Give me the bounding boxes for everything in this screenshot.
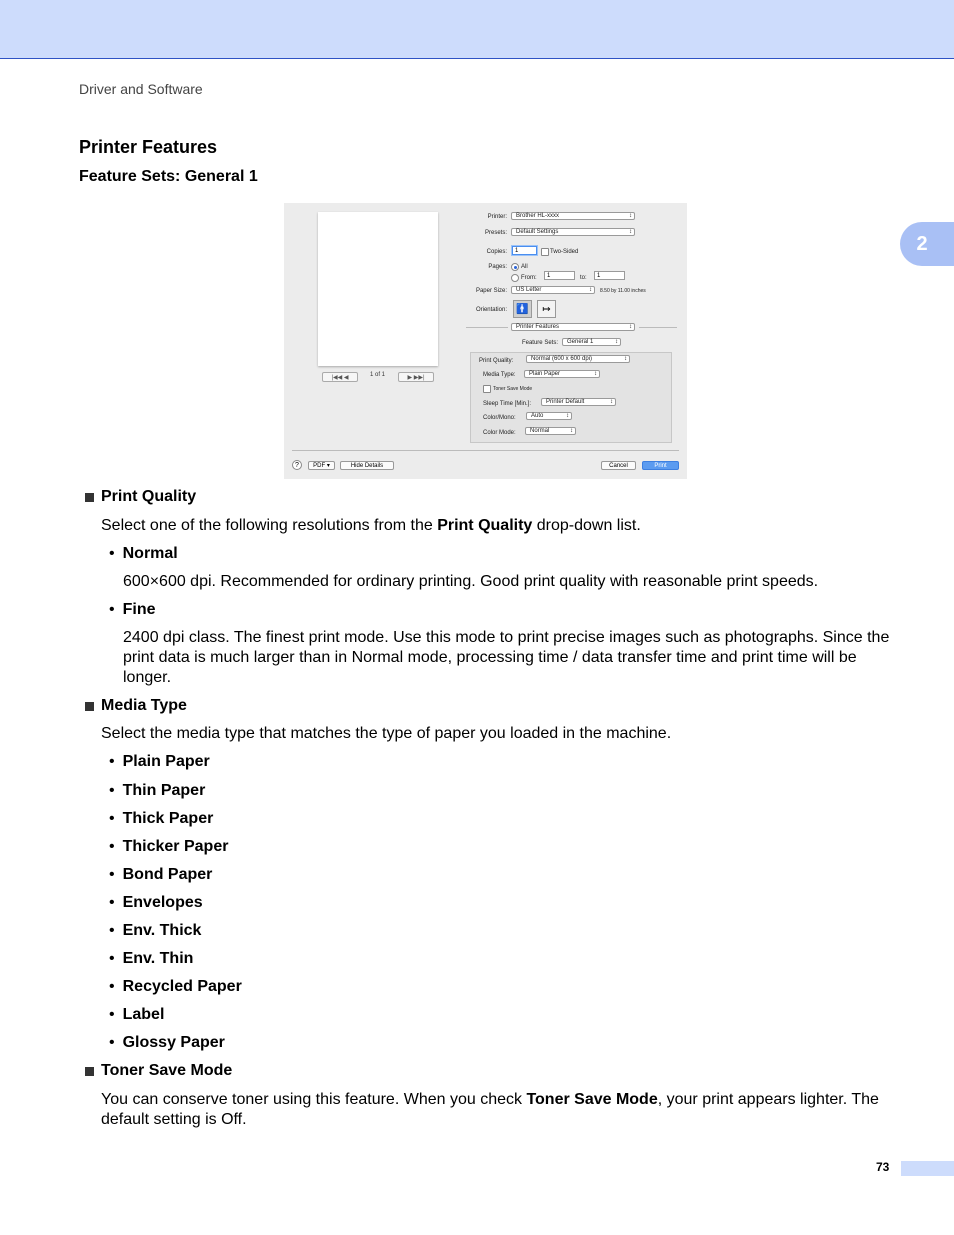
fine-title: Fine xyxy=(122,601,156,618)
media-type-heading-text: Media Type xyxy=(101,697,187,714)
toner-save-heading-text: Toner Save Mode xyxy=(101,1062,233,1079)
media-item-label: Env. Thick xyxy=(122,922,202,939)
media-item xyxy=(109,838,228,856)
toner-text-pre: You can conserve toner using this feature. When you check xyxy=(101,1091,527,1108)
header-band xyxy=(0,0,954,59)
pq-intro-bold: Print Quality xyxy=(437,517,533,534)
print-quality-label: Print Quality: xyxy=(479,358,514,364)
media-item xyxy=(109,1006,164,1024)
sleep-time-select[interactable]: Printer Default ↕ xyxy=(541,398,616,406)
media-item xyxy=(109,782,205,800)
pages-label: Pages: xyxy=(488,264,507,270)
pages-all-radio[interactable] xyxy=(511,263,519,271)
print-button[interactable]: Print xyxy=(642,461,679,470)
pdf-button[interactable]: PDF ▾ xyxy=(308,461,335,470)
two-sided-label: Two-Sided xyxy=(550,249,579,255)
subsection-heading: Feature Sets: General 1 xyxy=(79,168,258,185)
media-item xyxy=(109,922,201,940)
media-item xyxy=(109,810,213,828)
bullet-dot-icon: • xyxy=(109,838,115,855)
media-item-label: Thick Paper xyxy=(122,810,214,827)
bullet-dot-icon: • xyxy=(109,1034,115,1051)
print-dialog xyxy=(284,203,687,479)
media-type-label: Media Type: xyxy=(483,372,516,378)
color-mode-label: Color Mode: xyxy=(483,430,516,436)
media-item-label: Env. Thin xyxy=(122,950,194,967)
media-item-label: Bond Paper xyxy=(122,866,213,883)
toner-text-bold: Toner Save Mode xyxy=(526,1091,658,1108)
fine-description: 2400 dpi class. The finest print mode. Use this mode to print precise images such as photographs. Since the print data is much larger than in Normal mode, processing time / data transfer time and print time will be longer. xyxy=(123,629,890,686)
presets-select[interactable]: Default Settings ↕ xyxy=(511,228,635,236)
footer-separator xyxy=(292,450,679,451)
media-item xyxy=(109,1034,225,1052)
paper-size-select[interactable]: US Letter ↕ xyxy=(511,286,595,294)
presets-label: Presets: xyxy=(484,230,507,236)
cancel-button[interactable]: Cancel xyxy=(601,461,636,470)
media-item xyxy=(109,866,212,884)
toner-save-heading xyxy=(85,1062,232,1080)
separator-left xyxy=(466,327,508,328)
sleep-time-label: Sleep Time [Min.]: xyxy=(483,401,532,407)
media-item xyxy=(109,950,193,968)
bullet-dot-icon: • xyxy=(109,950,115,967)
chapter-tab: 2 xyxy=(900,222,954,266)
media-item-label: Thin Paper xyxy=(122,782,206,799)
toner-save-label: Toner Save Mode xyxy=(493,386,533,392)
pages-from-radio[interactable] xyxy=(511,274,519,282)
media-item-label: Thicker Paper xyxy=(122,838,229,855)
paper-dimensions: 8.50 by 11.00 inches xyxy=(600,288,646,294)
first-prev-page-buttons[interactable]: |◀◀ ◀ xyxy=(322,372,358,382)
copies-label: Copies: xyxy=(486,249,507,255)
bullet-dot-icon: • xyxy=(109,545,115,562)
page-count: 1 of 1 xyxy=(370,372,386,378)
media-type-heading xyxy=(85,697,187,715)
running-title: Driver and Software xyxy=(79,81,203,97)
page-preview xyxy=(318,212,438,366)
page-number-bar xyxy=(901,1161,954,1176)
bullet-fine xyxy=(109,601,156,619)
pages-to-label: to: xyxy=(580,275,587,281)
media-item-label: Label xyxy=(122,1006,165,1023)
media-item xyxy=(109,978,242,996)
media-item-label: Envelopes xyxy=(122,894,203,911)
media-item-label: Glossy Paper xyxy=(122,1034,225,1051)
bullet-normal xyxy=(109,545,178,563)
copies-field[interactable]: 1 xyxy=(512,246,537,255)
media-item-label: Plain Paper xyxy=(122,753,210,770)
panel-select[interactable]: Printer Features ↕ xyxy=(511,323,635,331)
printer-select[interactable]: Brother HL-xxxx ↕ xyxy=(511,212,635,220)
normal-title: Normal xyxy=(122,545,178,562)
print-quality-intro xyxy=(101,516,901,536)
orientation-label: Orientation: xyxy=(475,307,507,313)
square-bullet-icon xyxy=(85,493,94,502)
bullet-dot-icon: • xyxy=(109,601,115,618)
printer-label: Printer: xyxy=(487,214,507,220)
bullet-dot-icon: • xyxy=(109,753,115,770)
feature-sets-select[interactable]: General 1 ↕ xyxy=(562,338,621,346)
media-item-label: Recycled Paper xyxy=(122,978,242,995)
media-item xyxy=(109,894,203,912)
media-type-intro: Select the media type that matches the type of paper you loaded in the machine. xyxy=(101,725,672,742)
pages-to-field[interactable]: 1 xyxy=(594,271,625,280)
bullet-dot-icon: • xyxy=(109,866,115,883)
page-number: 73 xyxy=(876,1160,890,1174)
paper-size-label: Paper Size: xyxy=(475,288,507,294)
toner-save-checkbox[interactable] xyxy=(483,385,491,393)
bullet-dot-icon: • xyxy=(109,1006,115,1023)
pq-intro-post: drop-down list. xyxy=(532,517,641,534)
pq-intro-pre: Select one of the following resolutions from the xyxy=(101,517,438,534)
print-quality-select[interactable]: Normal (600 x 600 dpi) ↕ xyxy=(526,355,630,363)
normal-description: 600×600 dpi. Recommended for ordinary printing. Good print quality with reasonable print speeds. xyxy=(123,573,819,590)
media-type-select[interactable]: Plain Paper ↕ xyxy=(524,370,600,378)
next-last-page-buttons[interactable]: ▶ ▶▶| xyxy=(398,372,434,382)
color-mode-select[interactable]: Normal ↕ xyxy=(525,427,576,435)
hide-details-button[interactable]: Hide Details xyxy=(340,461,394,470)
media-item xyxy=(109,753,210,771)
bullet-dot-icon: • xyxy=(109,894,115,911)
print-quality-heading-text: Print Quality xyxy=(101,488,197,505)
portrait-orientation-icon[interactable]: 🚹 xyxy=(513,300,532,318)
print-quality-heading xyxy=(85,488,196,506)
pages-all-label: All xyxy=(521,264,528,270)
section-heading: Printer Features xyxy=(79,137,218,157)
toner-text-post: , your print appears lighter. The default setting is Off. xyxy=(101,1091,879,1128)
color-mono-select[interactable]: Auto ↕ xyxy=(526,412,572,420)
bullet-dot-icon: • xyxy=(109,810,115,827)
square-bullet-icon xyxy=(85,702,94,711)
help-icon[interactable]: ? xyxy=(292,460,302,470)
bullet-dot-icon: • xyxy=(109,922,115,939)
separator-right xyxy=(639,327,677,328)
bullet-dot-icon: • xyxy=(109,782,115,799)
pages-from-label: From: xyxy=(521,275,537,281)
pages-from-field[interactable]: 1 xyxy=(544,271,575,280)
landscape-orientation-icon[interactable]: ↦ xyxy=(537,300,556,318)
two-sided-checkbox[interactable] xyxy=(541,248,549,256)
feature-sets-label: Feature Sets: xyxy=(521,340,558,346)
square-bullet-icon xyxy=(85,1067,94,1076)
toner-save-text xyxy=(101,1090,901,1130)
color-mono-label: Color/Mono: xyxy=(483,415,516,421)
bullet-dot-icon: • xyxy=(109,978,115,995)
